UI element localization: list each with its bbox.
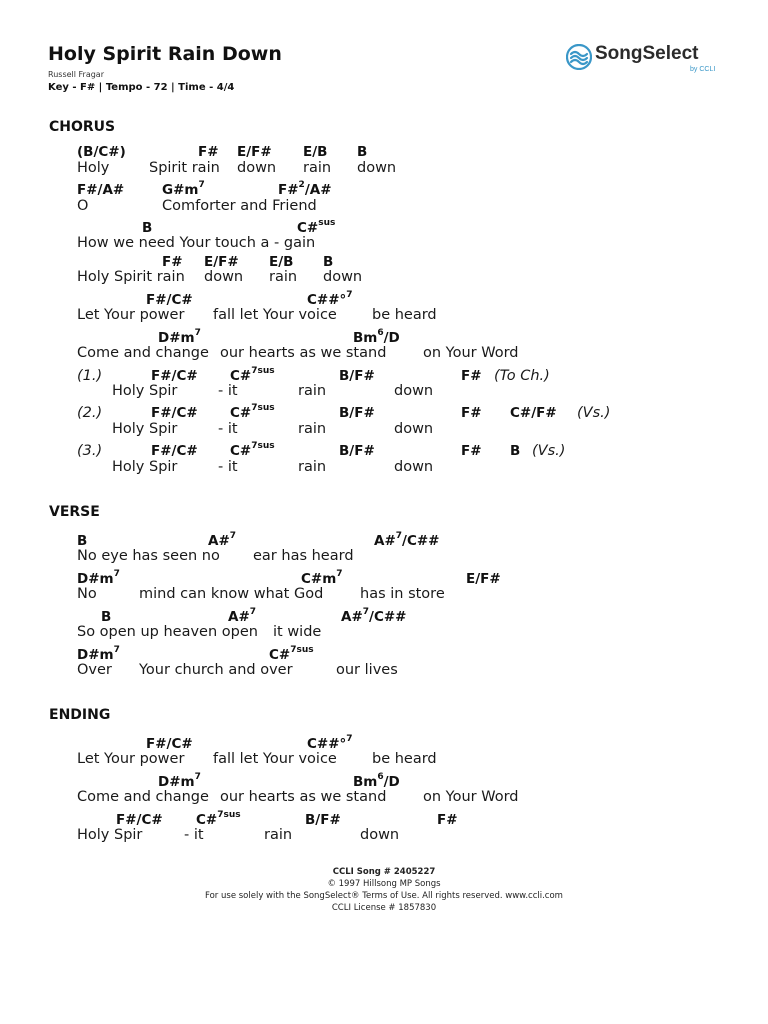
chord-extension: 6 xyxy=(377,328,384,338)
section-ending: ENDING xyxy=(49,707,111,723)
chord-extension: 7 xyxy=(229,531,237,541)
lyric-segment: rain xyxy=(298,459,327,475)
ending-direction-1: (To Ch.) xyxy=(494,368,550,384)
lyric-segment: Holy Spir xyxy=(77,827,143,843)
lyric-segment: be heard xyxy=(372,307,437,323)
lyric-segment: rain xyxy=(264,827,293,843)
chord-root: F# xyxy=(198,144,219,160)
chord-root: B/F# xyxy=(339,368,375,384)
chord-symbol xyxy=(116,812,163,828)
lyric-segment: on Your Word xyxy=(423,345,519,361)
lyric-segment: rain xyxy=(298,383,327,399)
lyric-segment: be heard xyxy=(372,751,437,767)
lyric-segment: rain xyxy=(298,421,327,437)
chord-symbol xyxy=(77,571,120,587)
lyric-segment: - it xyxy=(218,421,238,437)
lyric-segment: Spirit rain xyxy=(149,160,220,176)
chord-root: C# xyxy=(230,443,252,459)
chord-extension: 7sus xyxy=(251,366,275,376)
lyric-segment: it wide xyxy=(273,624,322,640)
chord-symbol xyxy=(269,254,293,270)
footer xyxy=(0,866,768,914)
chord-symbol xyxy=(305,812,341,828)
chord-symbol xyxy=(461,443,482,459)
chord-root: A# xyxy=(208,533,230,549)
chord-symbol xyxy=(323,254,333,270)
chord-extension: 7 xyxy=(336,569,343,579)
songselect-wave-icon xyxy=(566,44,592,70)
ending-number-1: (1.) xyxy=(77,368,103,384)
chord-symbol xyxy=(374,533,440,549)
lyric-segment: Let Your power xyxy=(77,751,185,767)
chord-extension: 7 xyxy=(346,734,353,744)
chord-symbol xyxy=(77,647,120,663)
chord-bass: /C## xyxy=(369,609,407,625)
chord-root: E/F# xyxy=(204,254,239,270)
chord-symbol xyxy=(158,774,201,790)
chord-root: B/F# xyxy=(305,812,341,828)
chord-symbol xyxy=(77,182,124,198)
chord-root: C#/F# xyxy=(510,405,557,421)
chord-symbol xyxy=(303,144,327,160)
chord-bass: /C## xyxy=(402,533,440,549)
chord-symbol xyxy=(297,220,335,236)
song-title: Holy Spirit Rain Down xyxy=(48,43,282,65)
chord-root: A# xyxy=(374,533,396,549)
chord-root: B xyxy=(77,533,88,549)
chord-symbol xyxy=(204,254,239,270)
chord-symbol xyxy=(158,330,201,346)
chord-root: Bm xyxy=(353,774,378,790)
chord-root: C#m xyxy=(301,571,337,587)
lyric-segment: Come and change xyxy=(77,789,209,805)
chord-extension: 7 xyxy=(395,531,403,541)
chord-root: D#m xyxy=(77,571,114,587)
lyric-segment: How we need Your touch a - gain xyxy=(77,235,316,251)
lyric-segment: O xyxy=(77,198,89,214)
chord-root: B xyxy=(357,144,368,160)
lyric-segment: our hearts as we stand xyxy=(220,789,387,805)
chord-symbol xyxy=(353,330,400,346)
songselect-logo xyxy=(566,42,726,76)
chord-symbol xyxy=(151,405,198,421)
lyric-segment: ear has heard xyxy=(253,548,354,564)
chord-symbol xyxy=(510,405,557,421)
logo-subtext: by CCLI xyxy=(690,66,716,73)
chord-root: E/B xyxy=(303,144,328,160)
lyric-segment: rain xyxy=(269,269,298,285)
lyric-segment: fall let Your voice xyxy=(213,307,337,323)
chord-symbol xyxy=(146,736,193,752)
chord-symbol xyxy=(101,609,111,625)
chord-root: E/F# xyxy=(466,571,501,587)
lyric-segment: No xyxy=(77,586,97,602)
chord-symbol xyxy=(237,144,272,160)
lyric-segment: rain xyxy=(303,160,332,176)
chord-root: E/F# xyxy=(237,144,272,160)
lyric-segment: Comforter and Friend xyxy=(162,198,317,214)
chord-extension: 7 xyxy=(198,180,205,190)
chord-extension: 7 xyxy=(113,645,120,655)
chord-symbol xyxy=(278,182,332,198)
section-chorus: CHORUS xyxy=(49,119,116,135)
chord-symbol xyxy=(269,647,314,663)
chord-root: F#/C# xyxy=(146,292,193,308)
chord-root: D#m xyxy=(158,774,195,790)
chord-bass: /D xyxy=(383,330,400,346)
lyric-segment: down xyxy=(394,383,434,399)
chord-symbol xyxy=(162,182,205,198)
song-author: Russell Fragar xyxy=(48,70,104,79)
chord-root: D#m xyxy=(158,330,195,346)
lyric-segment: So open up heaven open xyxy=(77,624,258,640)
lyric-segment: No eye has seen no xyxy=(77,548,220,564)
lyric-segment: our lives xyxy=(336,662,398,678)
chord-extension: 7sus xyxy=(251,441,275,451)
chord-extension: 2 xyxy=(298,180,305,190)
chord-extension: 7 xyxy=(346,290,353,300)
lyric-segment: Holy Spir xyxy=(112,459,178,475)
chord-root: E/B xyxy=(269,254,294,270)
chord-symbol xyxy=(151,368,198,384)
lyric-segment: Holy Spir xyxy=(112,383,178,399)
chord-root: D#m xyxy=(77,647,114,663)
lyric-segment: Holy Spir xyxy=(112,421,178,437)
chord-symbol xyxy=(339,443,375,459)
logo-text: SongSelect xyxy=(595,43,699,64)
chord-symbol xyxy=(357,144,367,160)
lyric-segment: down xyxy=(204,269,244,285)
chord-root: B/F# xyxy=(339,405,375,421)
ending-number-2: (2.) xyxy=(77,405,103,421)
chord-bass: /A# xyxy=(304,182,332,198)
lyric-segment: Holy xyxy=(77,160,110,176)
lyric-segment: on Your Word xyxy=(423,789,519,805)
song-meta: Key - F# | Tempo - 72 | Time - 4/4 xyxy=(48,82,235,93)
chord-symbol xyxy=(162,254,183,270)
lyric-segment: down xyxy=(394,459,434,475)
lyric-segment: fall let Your voice xyxy=(213,751,337,767)
chord-root: F#/C# xyxy=(146,736,193,752)
chord-symbol xyxy=(230,443,275,459)
lyric-segment: Your church and over xyxy=(139,662,293,678)
lyric-segment: - it xyxy=(218,459,238,475)
chord-symbol xyxy=(230,405,275,421)
lyric-segment: down xyxy=(357,160,397,176)
chord-root: F# xyxy=(461,443,482,459)
chord-symbol xyxy=(353,774,400,790)
chord-root: F# xyxy=(162,254,183,270)
lyric-segment: has in store xyxy=(360,586,445,602)
chord-root: A# xyxy=(341,609,363,625)
chord-root: F# xyxy=(461,405,482,421)
chord-bass: /D xyxy=(383,774,400,790)
chord-symbol xyxy=(142,220,152,236)
chord-extension: 7 xyxy=(362,607,370,617)
chord-symbol xyxy=(151,443,198,459)
chord-symbol xyxy=(146,292,193,308)
lyric-segment: down xyxy=(394,421,434,437)
chord-symbol xyxy=(228,609,256,625)
lyric-segment: Holy Spirit rain xyxy=(77,269,185,285)
ending-direction-3: (Vs.) xyxy=(532,443,566,459)
chord-symbol xyxy=(341,609,407,625)
lyric-segment: mind can know what God xyxy=(139,586,324,602)
chord-symbol xyxy=(77,533,87,549)
chord-root: C# xyxy=(297,220,319,236)
chord-symbol xyxy=(466,571,501,587)
ccli-license: CCLI License # 1857830 xyxy=(331,903,437,913)
chord-root: C# xyxy=(230,405,252,421)
chord-root: C##° xyxy=(307,292,347,308)
chord-extension: 7 xyxy=(249,607,257,617)
chord-symbol xyxy=(307,292,353,308)
lyric-segment: down xyxy=(323,269,363,285)
chord-root: F#/C# xyxy=(116,812,163,828)
chord-root: F#/C# xyxy=(151,443,198,459)
lyric-segment: down xyxy=(237,160,277,176)
chord-symbol xyxy=(339,368,375,384)
lyric-segment: - it xyxy=(218,383,238,399)
chord-root: F#/A# xyxy=(77,182,125,198)
chord-root: C##° xyxy=(307,736,347,752)
chord-extension: 7sus xyxy=(217,810,241,820)
chord-root: Bm xyxy=(353,330,378,346)
chord-root: F#/C# xyxy=(151,368,198,384)
chord-root: B/F# xyxy=(339,443,375,459)
chord-symbol xyxy=(461,368,482,384)
chord-extension: 7sus xyxy=(290,645,314,655)
chord-root: F# xyxy=(461,368,482,384)
terms-of-use: For use solely with the SongSelect® Terms of Use. All rights reserved. www.ccli.com xyxy=(205,891,563,901)
lyric-segment: Over xyxy=(77,662,112,678)
chord-symbol xyxy=(208,533,236,549)
chord-root: A# xyxy=(228,609,250,625)
chord-extension: 7 xyxy=(113,569,120,579)
chord-symbol xyxy=(461,405,482,421)
lyric-segment: our hearts as we stand xyxy=(220,345,387,361)
chord-root: G#m xyxy=(162,182,199,198)
chord-root: F# xyxy=(437,812,458,828)
chord-root: (B/C#) xyxy=(77,144,126,160)
chord-symbol xyxy=(339,405,375,421)
chord-root: F#/C# xyxy=(151,405,198,421)
chord-root: F# xyxy=(278,182,299,198)
section-verse: VERSE xyxy=(49,504,100,520)
chord-extension: 7 xyxy=(194,772,201,782)
chord-root: C# xyxy=(269,647,291,663)
chord-extension: 7sus xyxy=(251,403,275,413)
lyric-segment: down xyxy=(360,827,400,843)
chord-symbol xyxy=(301,571,343,587)
ending-direction-2: (Vs.) xyxy=(577,405,611,421)
chord-root: C# xyxy=(196,812,218,828)
chord-root: B xyxy=(101,609,112,625)
chord-root: C# xyxy=(230,368,252,384)
chord-root: B xyxy=(142,220,153,236)
chord-symbol xyxy=(77,144,126,160)
lyric-segment: - it xyxy=(184,827,204,843)
chord-root: B xyxy=(323,254,334,270)
chord-extension: 7 xyxy=(194,328,201,338)
chord-symbol xyxy=(230,368,275,384)
ccli-song-number: CCLI Song # 2405227 xyxy=(332,867,436,877)
copyright: © 1997 Hillsong MP Songs xyxy=(327,879,441,889)
chord-symbol xyxy=(510,443,520,459)
chord-root: B xyxy=(510,443,521,459)
lyric-segment: Let Your power xyxy=(77,307,185,323)
lyric-segment: Come and change xyxy=(77,345,209,361)
chord-symbol xyxy=(198,144,219,160)
chord-symbol xyxy=(437,812,458,828)
ending-number-3: (3.) xyxy=(77,443,103,459)
chord-extension: 6 xyxy=(377,772,384,782)
chord-extension: sus xyxy=(318,218,336,228)
chord-symbol xyxy=(196,812,241,828)
chord-symbol xyxy=(307,736,353,752)
